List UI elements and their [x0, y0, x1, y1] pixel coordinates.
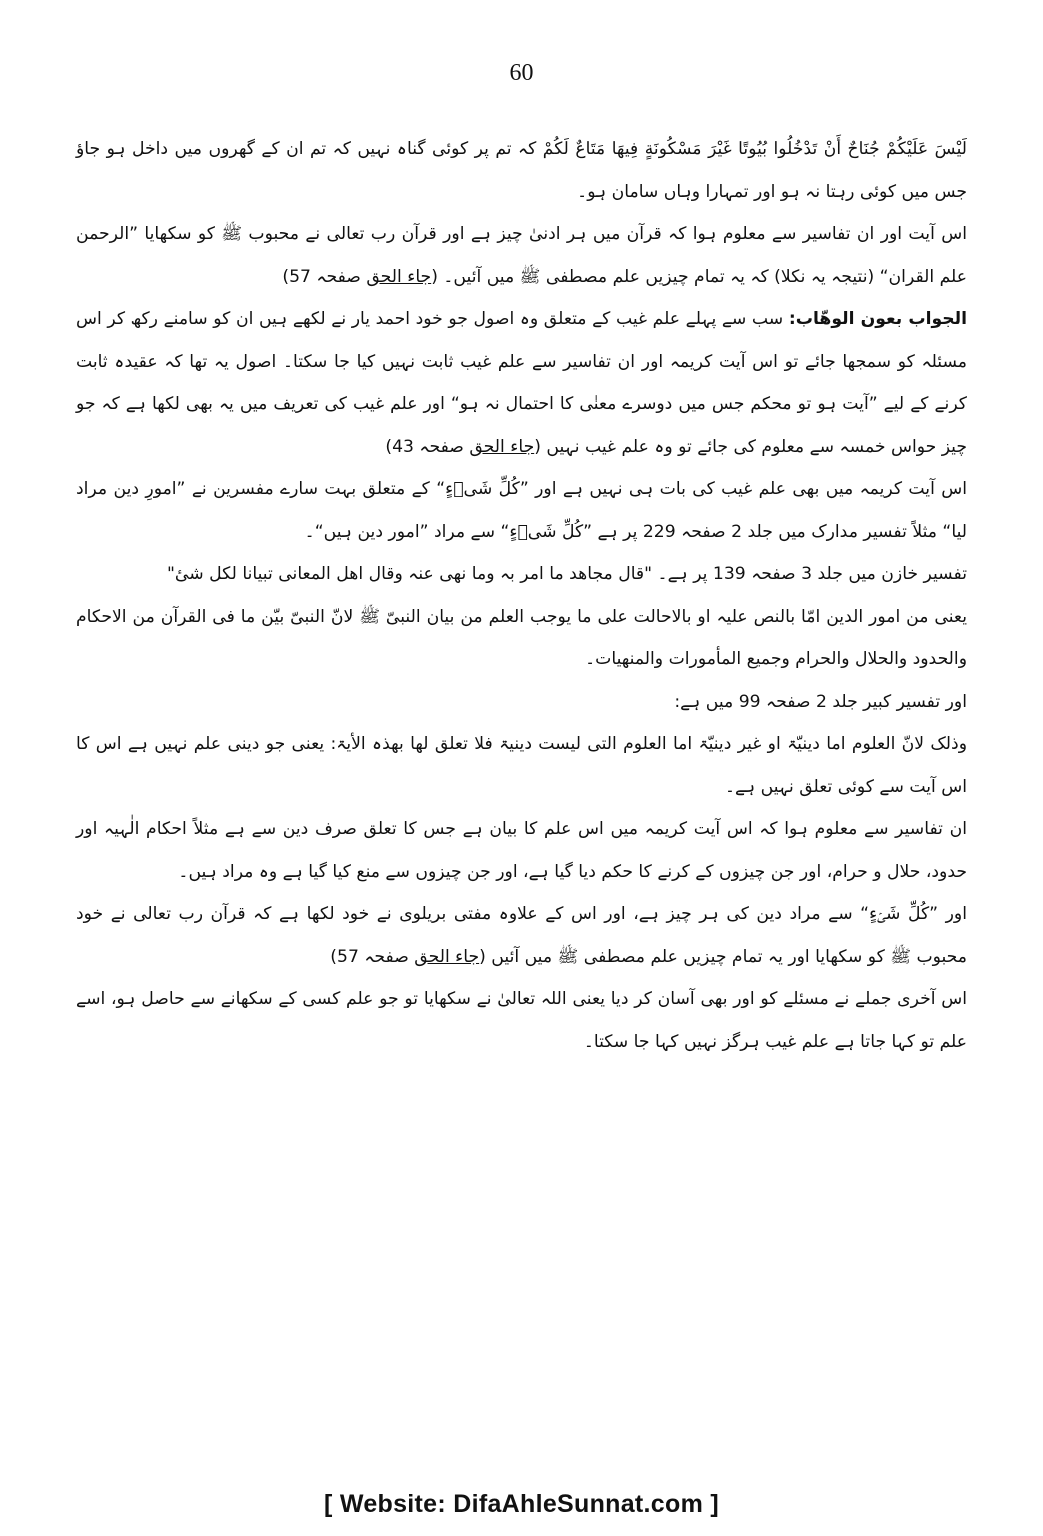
paragraph-text: کہ تم پر کوئی گناہ نہیں کہ تم ان کے گھروں میں داخل ہو جاؤ جس میں کوئی رہتا نہ ہو اور تمہارا وہاں سامان ہو۔ [76, 139, 967, 202]
body-text [76, 128, 967, 1063]
paragraph-2 [76, 213, 967, 298]
paragraph-7: اور تفسیر کبیر جلد 2 صفحہ 99 میں ہے: [674, 691, 967, 712]
paragraph-11: اس آخری جملے نے مسئلے کو اور بھی آسان کر دیا یعنی اللہ تعالیٰ نے سکھایا تو جو علم کسی کے سکھانے سے حاصل ہو، اسے علم تو کہا جاتا ہے علم غیب ہرگز نہیں کہا جا سکتا۔ [76, 989, 967, 1052]
paragraph-10 [76, 893, 967, 978]
reference-title: جاء الحق [366, 266, 432, 287]
reference-page: صفحہ 57) [282, 266, 367, 287]
paragraph-9: ان تفاسیر سے معلوم ہوا کہ اس آیت کریمہ میں اس علم کا بیان ہے جس کا تعلق صرف دین سے ہے مثلاً احکام الٰہیہ اور حدود، حلال و حرام، اور جن چیزوں کے کرنے کا حکم دیا گیا ہے، اور جن چیزوں سے منع کیا گیا ہے وہ مراد ہیں۔ [76, 819, 967, 882]
answer-heading: الجواب بعون الوھّاب: [788, 309, 967, 329]
page-number: 60 [509, 60, 534, 86]
reference-page: صفحہ 57) [330, 946, 415, 967]
paragraph-text: سب سے پہلے علم غیب کے متعلق وہ اصول جو خود احمد یار نے لکھے ہیں ان کو سامنے رکھ کر اس مسئلہ کو سمجھا جائے تو اس آیت کریمہ اور ان تفاسیر سے علم غیب ثابت نہیں کیا جا سکتا۔ اصول یہ تھا کہ عقیدہ ثابت کرنے کے لیے ”آیت ہو تو محکم جس میں دوسرے معنٰی کا احتمال نہ ہو“ اور علم غیب کی تعریف میں یہ بھی لکھا ہے کہ جو چیز حواس خمسہ سے معلوم کی جائے تو وہ علم غیب نہیں ( [76, 309, 967, 457]
website-footer: [ Website: DifaAhleSunnat.com ] [324, 1490, 719, 1518]
paragraph-8: وذلک لانّ العلوم اما دینیّۃ او غیر دینیّۃ اما العلوم التی لیست دینیۃ فلا تعلق لھا بھذہ الأیۃ: یعنی جو دینی علم نہیں ہے اس کا اس آیت سے کوئی تعلق نہیں ہے۔ [76, 734, 967, 797]
paragraph-text: اس آیت اور ان تفاسیر سے معلوم ہوا کہ قرآن میں ہر ادنیٰ چیز ہے اور قرآن رب تعالی نے محبوب ﷺ کو سکھایا ”الرحمن علم القران“ (نتیجہ یہ نکلا) کہ یہ تمام چیزیں علم مصطفی ﷺ میں آئیں۔ ( [76, 224, 967, 287]
paragraph-4: اس آیت کریمہ میں بھی علم غیب کی بات ہی نہیں ہے اور ”کُلِّ شَیۡءٍ“ کے متعلق بہت سارے مفسرین نے ”امورِ دین مراد لیا“ مثلاً تفسیر مدارک میں جلد 2 صفحہ 229 پر ہے ”کُلِّ شَیۡءٍ“ سے مراد ”امور دین ہیں“۔ [76, 479, 967, 542]
reference-title: جاء الحق [469, 436, 535, 457]
paragraph-1 [76, 128, 967, 213]
paragraph-6: یعنی من امور الدین امّا بالنص علیہ او بالاحالت علی ما یوجب العلم من بیان النبیّ ﷺ لانّ النبیّ بیّن ما فی القرآن من الاحکام والحدود والحلال والحرام وجمیع المأمورات والمنھیات۔ [76, 606, 967, 669]
paragraph-5: تفسیر خازن میں جلد 3 صفحہ 139 پر ہے۔ "قال مجاھد ما امر بہ وما نھی عنہ وقال اھل المعانی تبیانا لکل شیٔ" [167, 564, 967, 584]
reference-page: صفحہ 43) [385, 436, 470, 457]
ayah-quote: لَيْسَ عَلَيْكُمْ جُنَاحٌ أَنْ تَدْخُلُوا بُيُوتًا غَيْرَ مَسْكُونَةٍ فِيهَا مَتَاعٌ لَكُمْ [542, 139, 967, 159]
reference-title: جاء الحق [414, 946, 480, 967]
paragraph-text: اور ”کُلِّ شَیۡءٍ“ سے مراد دین کی ہر چیز ہے، اور اس کے علاوہ مفتی بریلوی نے خود لکھا ہے کہ قرآن رب تعالی نے خود محبوب ﷺ کو سکھایا اور یہ تمام چیزیں علم مصطفی ﷺ میں آئیں ( [76, 904, 967, 967]
paragraph-3 [76, 298, 967, 468]
